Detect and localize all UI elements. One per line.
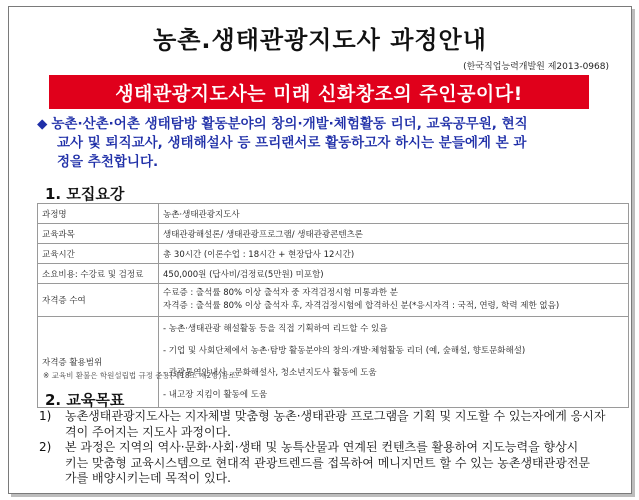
usage-item: - 내고장 지킴이 활동에 도움: [163, 390, 268, 400]
page-title: 농촌.생태관광지도사 과정안내: [153, 26, 487, 54]
certification-number: (한국직업능력개발원 제2013-0968): [463, 62, 609, 72]
refund-footnote: ※ 교육비 환불은 학원설립법 규정 준용(제18조 제2항)참조.: [43, 371, 239, 380]
goals-list: [39, 409, 634, 487]
cert-line-2: 자격증 : 출석률 80% 이상 출석자 후, 자격검정시험에 합격하신 분(*응시자격 : 국적, 연령, 학력 제한 없음): [163, 301, 560, 311]
row-label: 교육과목: [38, 224, 159, 244]
table-row-usage: [38, 317, 629, 408]
goal-number: 2): [39, 440, 52, 454]
section-title-recruitment: 1. 모집요강: [45, 185, 125, 203]
diamond-bullet-icon: ◆: [37, 116, 48, 132]
row-label: 자격증 수여: [38, 284, 159, 317]
cert-line-1: 수료증 : 출석률 80% 이상 출석자 중 자격검정시험 미통과한 분: [163, 288, 398, 298]
document-page: [8, 6, 632, 494]
usage-item: - 농촌·생태관광 해설활동 등을 직접 기획하여 리드할 수 있음: [163, 324, 388, 334]
intro-line-3: 정을 추천합니다.: [57, 154, 159, 170]
row-value: 생태관광해설론/ 생태관광프로그램/ 생태관광콘텐츠론: [159, 224, 629, 244]
goal-number: 1): [39, 409, 52, 423]
row-value: [159, 317, 629, 408]
goal-text: 본 과정은 지역의 역사·문화·사회·생태 및 농특산물과 연계된 컨텐츠를 활용하여 지도능력을 향상시 키는 맞춤형 교육시스템으로 현대적 관광트렌드를 접목하여 메니지먼트 할 수 있는 농촌생태관광전문 가를 배양시키는데 목적이 있다.: [65, 440, 591, 485]
row-label: 소요비용: 수강료 및 검정료: [38, 264, 159, 284]
row-value: 농촌·생태관광지도사: [159, 204, 629, 224]
row-label: 자격증 활용범위: [38, 317, 159, 408]
usage-item: - 관광통역안내사 , 문화해설사, 청소년지도사 활동에 도움: [163, 368, 377, 378]
table-row-certificate: [38, 284, 629, 317]
row-value: 450,000원 (답사비/검정료(5만원) 미포함): [159, 264, 629, 284]
usage-item: - 기업 및 사회단체에서 농촌·탐방 활동분야의 창의·개발·체험활동 리더 (예, 숲해설, 향토문화해설): [163, 346, 526, 356]
goal-item: [39, 409, 634, 440]
intro-line-2: 교사 및 퇴직교사, 생태해설사 등 프리랜서로 활동하고자 하시는 분들에게 본 과: [57, 135, 527, 151]
table-row: [38, 244, 629, 264]
slogan-banner: 생태관광지도사는 미래 신화창조의 주인공이다!: [49, 75, 589, 109]
table-row: [38, 264, 629, 284]
goal-text: 농촌생태관광지도사는 지자체별 맞춤형 농촌·생태관광 프로그램을 기획 및 지도할 수 있는자에게 응시자 격이 주어지는 지도사 과정이다.: [65, 409, 606, 439]
row-label: 교육시간: [38, 244, 159, 264]
intro-paragraph: [37, 115, 637, 172]
row-value: 총 30시간 (이론수업 : 18시간 + 현장답사 12시간): [159, 244, 629, 264]
intro-line-1: ◆ 농촌·산촌·어촌 생태탐방 활동분야의 창의·개발·체험활동 리더, 교육공무원, 현직: [37, 116, 528, 132]
section-title-goals: 2. 교육목표: [45, 391, 125, 409]
row-label: 과정명: [38, 204, 159, 224]
goal-item: [39, 440, 634, 487]
table-row: [38, 224, 629, 244]
row-value: [159, 284, 629, 317]
table-row: [38, 204, 629, 224]
